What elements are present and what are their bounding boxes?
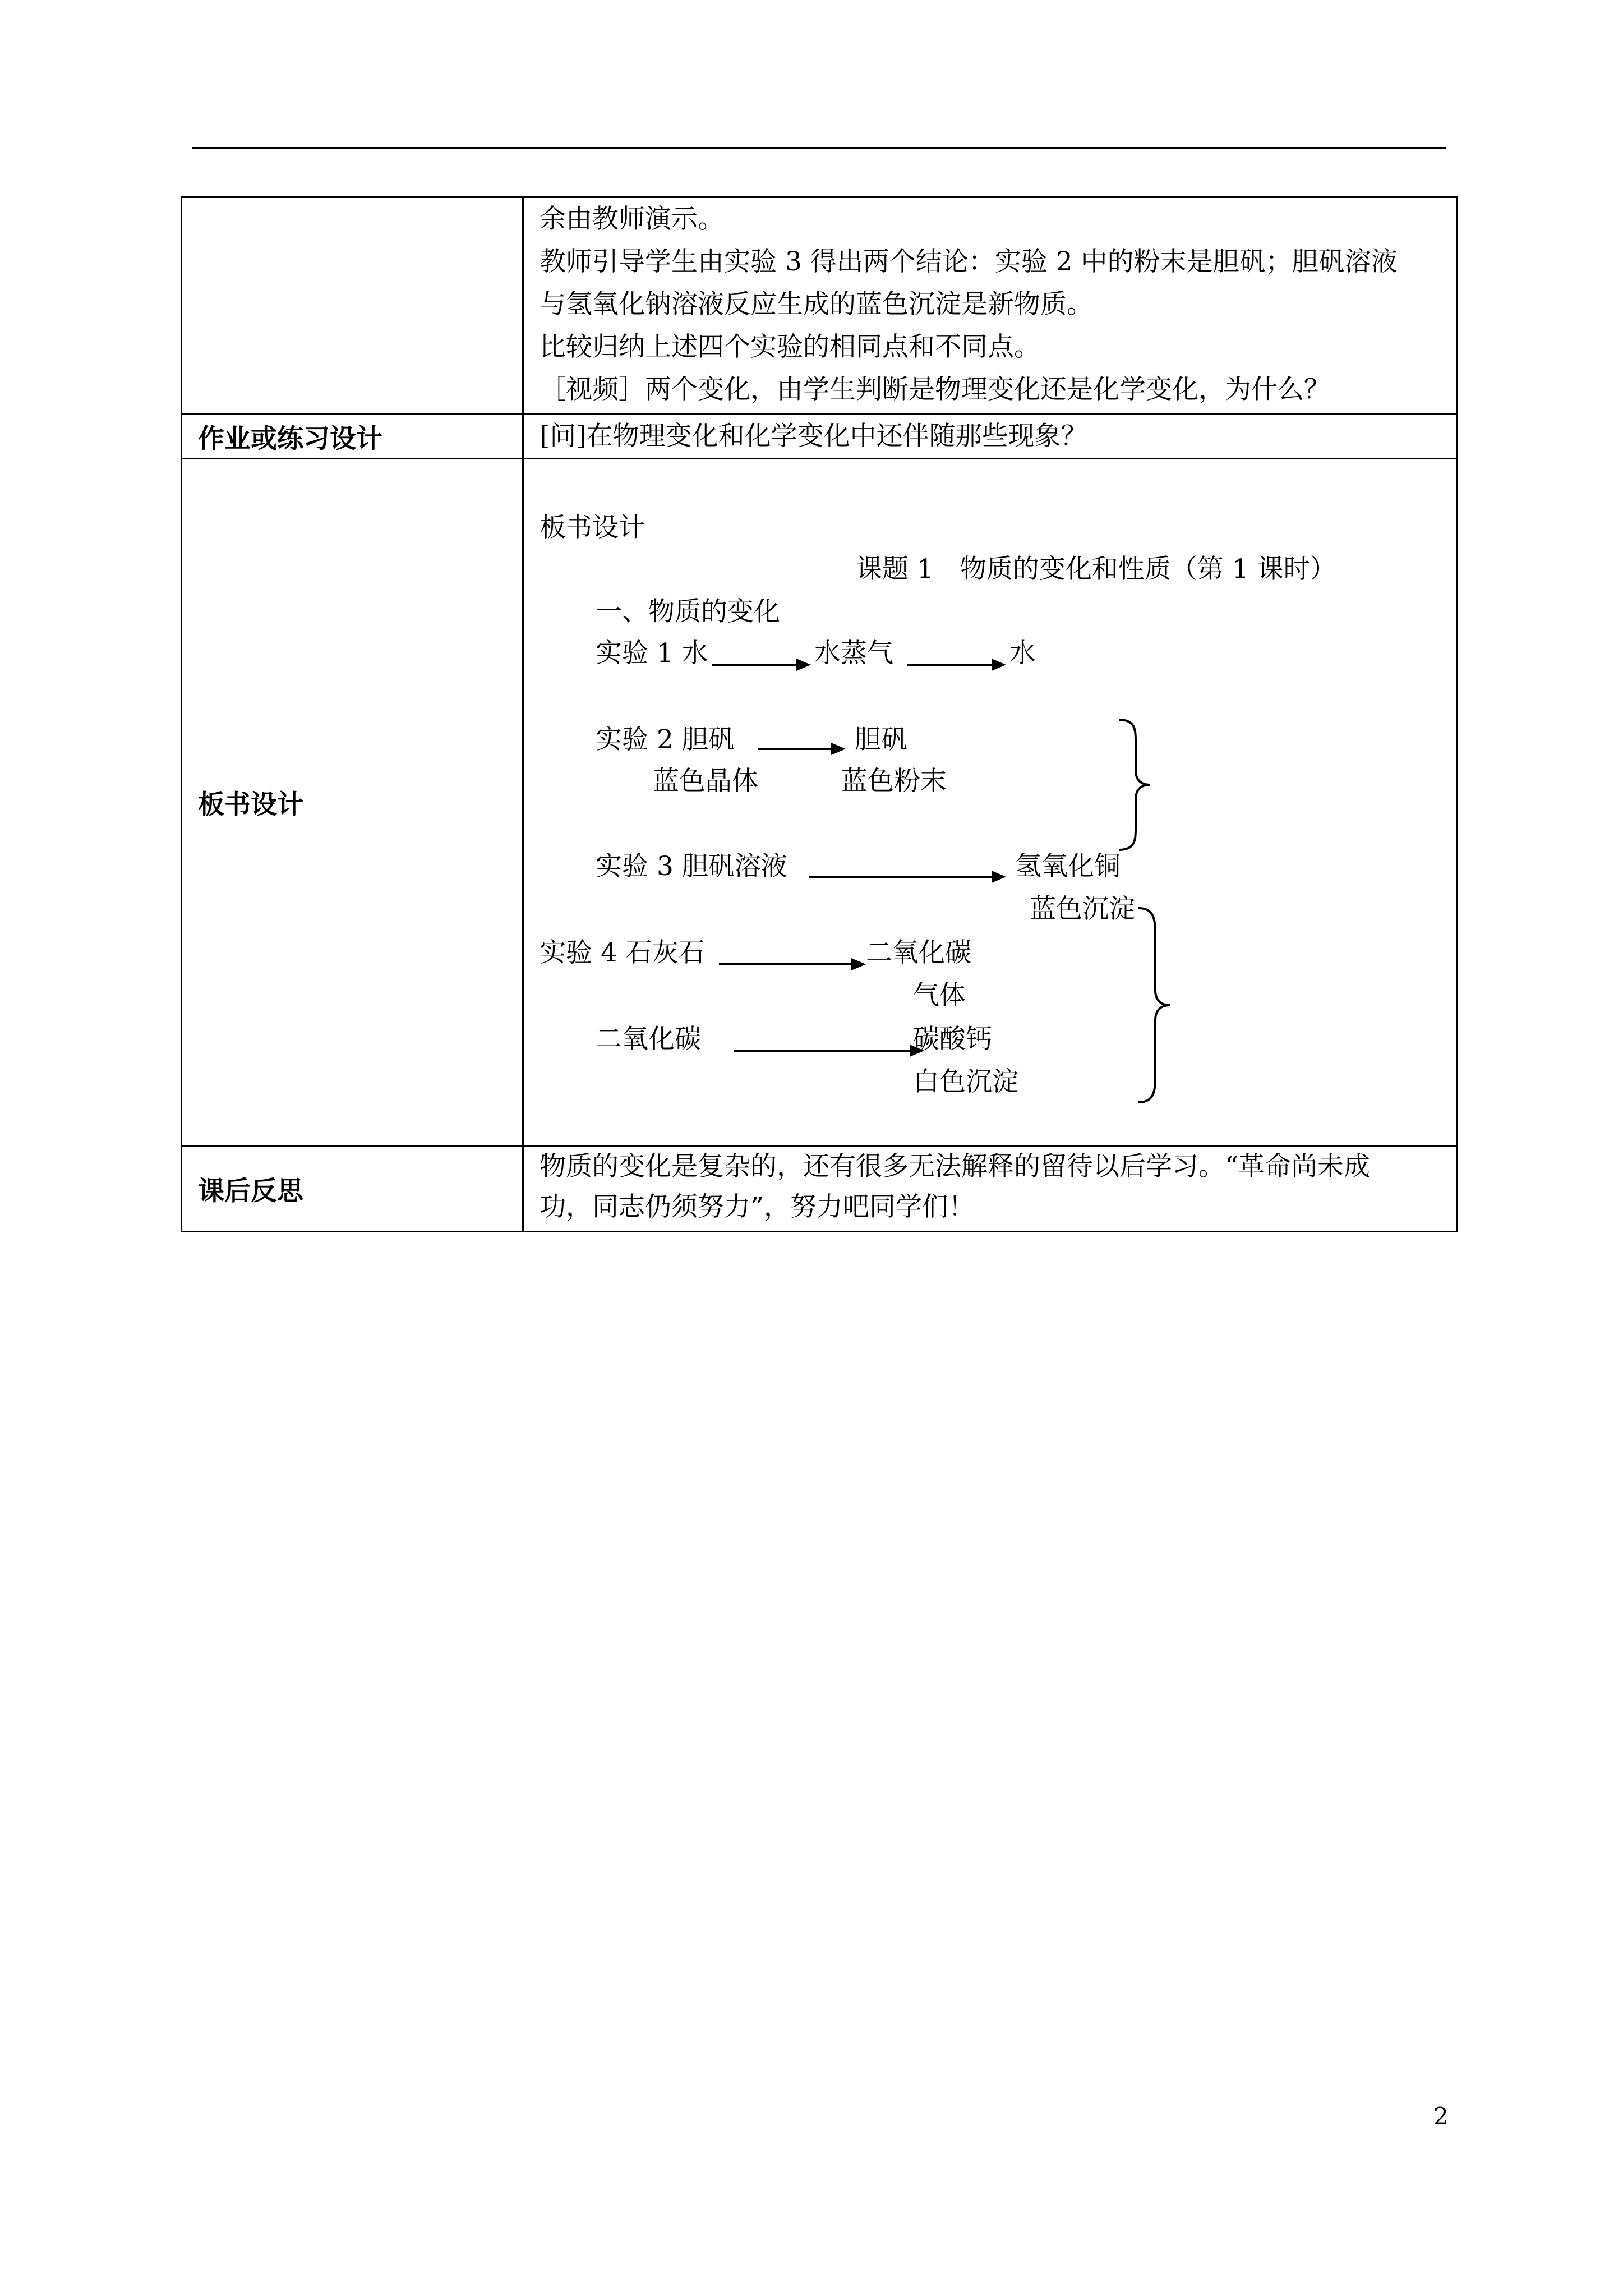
board-content bbox=[523, 459, 1458, 1146]
paragraph-line: 功，同志仍须努力”，努力吧同学们！ bbox=[540, 1191, 975, 1222]
exp3-end: 氢氧化铜 bbox=[1015, 851, 1121, 882]
exp1-arrow-1 bbox=[712, 664, 809, 666]
paragraph-line: ［视频］两个变化，由学生判断是物理变化还是化学变化，为什么？ bbox=[540, 374, 1330, 405]
homework-content bbox=[523, 415, 1458, 459]
board-diagram bbox=[524, 459, 1456, 1145]
paragraph-line: 余由教师演示。 bbox=[540, 204, 724, 234]
exp2-end: 胆矾 bbox=[855, 724, 907, 755]
exp2-arrow bbox=[758, 748, 843, 750]
exp5-arrow bbox=[734, 1050, 922, 1052]
exp2-start: 实验 2 胆矾 bbox=[596, 724, 735, 755]
exp1-start: 实验 1 水 bbox=[596, 638, 708, 669]
table-row-board bbox=[182, 459, 1458, 1146]
exp3-start: 实验 3 胆矾溶液 bbox=[596, 851, 787, 882]
paragraph-line: 物质的变化是复杂的，还有很多无法解释的留待以后学习。“革命尚未成 bbox=[540, 1151, 1371, 1182]
reflection-content bbox=[523, 1146, 1458, 1232]
row-label-reflection: 课后反思 bbox=[182, 1146, 523, 1232]
paragraph-line: 与氢氧化钠溶液反应生成的蓝色沉淀是新物质。 bbox=[540, 289, 1093, 320]
brace-experiment-4 bbox=[1135, 907, 1180, 1103]
row-label-empty bbox=[182, 197, 523, 415]
exp5-end: 碳酸钙 bbox=[913, 1024, 992, 1055]
exp3-end-note: 蓝色沉淀 bbox=[1030, 894, 1135, 924]
table-row-homework bbox=[182, 415, 1458, 459]
table-row-continuation bbox=[182, 197, 1458, 415]
exp1-mid: 水蒸气 bbox=[814, 638, 893, 669]
exp4-end-note: 气体 bbox=[913, 980, 966, 1011]
exp4-start: 实验 4 石灰石 bbox=[540, 937, 705, 968]
exp5-start: 二氧化碳 bbox=[596, 1024, 701, 1055]
exp2-start-note: 蓝色晶体 bbox=[653, 766, 758, 797]
exp4-arrow bbox=[719, 963, 864, 965]
continuation-content bbox=[523, 197, 1458, 415]
brace-experiments-2-3 bbox=[1115, 719, 1160, 851]
exp3-arrow bbox=[809, 876, 1004, 878]
lesson-plan-table bbox=[181, 196, 1458, 1232]
row-label-homework: 作业或练习设计 bbox=[182, 415, 523, 459]
section-heading: 一、物质的变化 bbox=[596, 596, 780, 627]
table-row-reflection bbox=[182, 1146, 1458, 1232]
paragraph-line: 教师引导学生由实验 3 得出两个结论：实验 2 中的粉末是胆矾；胆矾溶液 bbox=[540, 246, 1398, 277]
page-number: 2 bbox=[1433, 2102, 1449, 2130]
paragraph-line: 比较归纳上述四个实验的相同点和不同点。 bbox=[540, 332, 1040, 362]
homework-text: [问]在物理变化和化学变化中还伴随那些现象？ bbox=[540, 421, 1087, 452]
lesson-title: 课题 1 物质的变化和性质（第 1 课时） bbox=[856, 554, 1336, 585]
row-label-board: 板书设计 bbox=[182, 459, 523, 1146]
exp1-arrow-2 bbox=[907, 664, 1004, 666]
exp1-end: 水 bbox=[1009, 638, 1036, 669]
exp2-end-note: 蓝色粉末 bbox=[841, 766, 947, 797]
header-rule bbox=[192, 147, 1446, 149]
exp4-end: 二氧化碳 bbox=[866, 937, 971, 968]
board-heading: 板书设计 bbox=[540, 512, 645, 543]
exp5-end-note: 白色沉淀 bbox=[913, 1066, 1018, 1097]
